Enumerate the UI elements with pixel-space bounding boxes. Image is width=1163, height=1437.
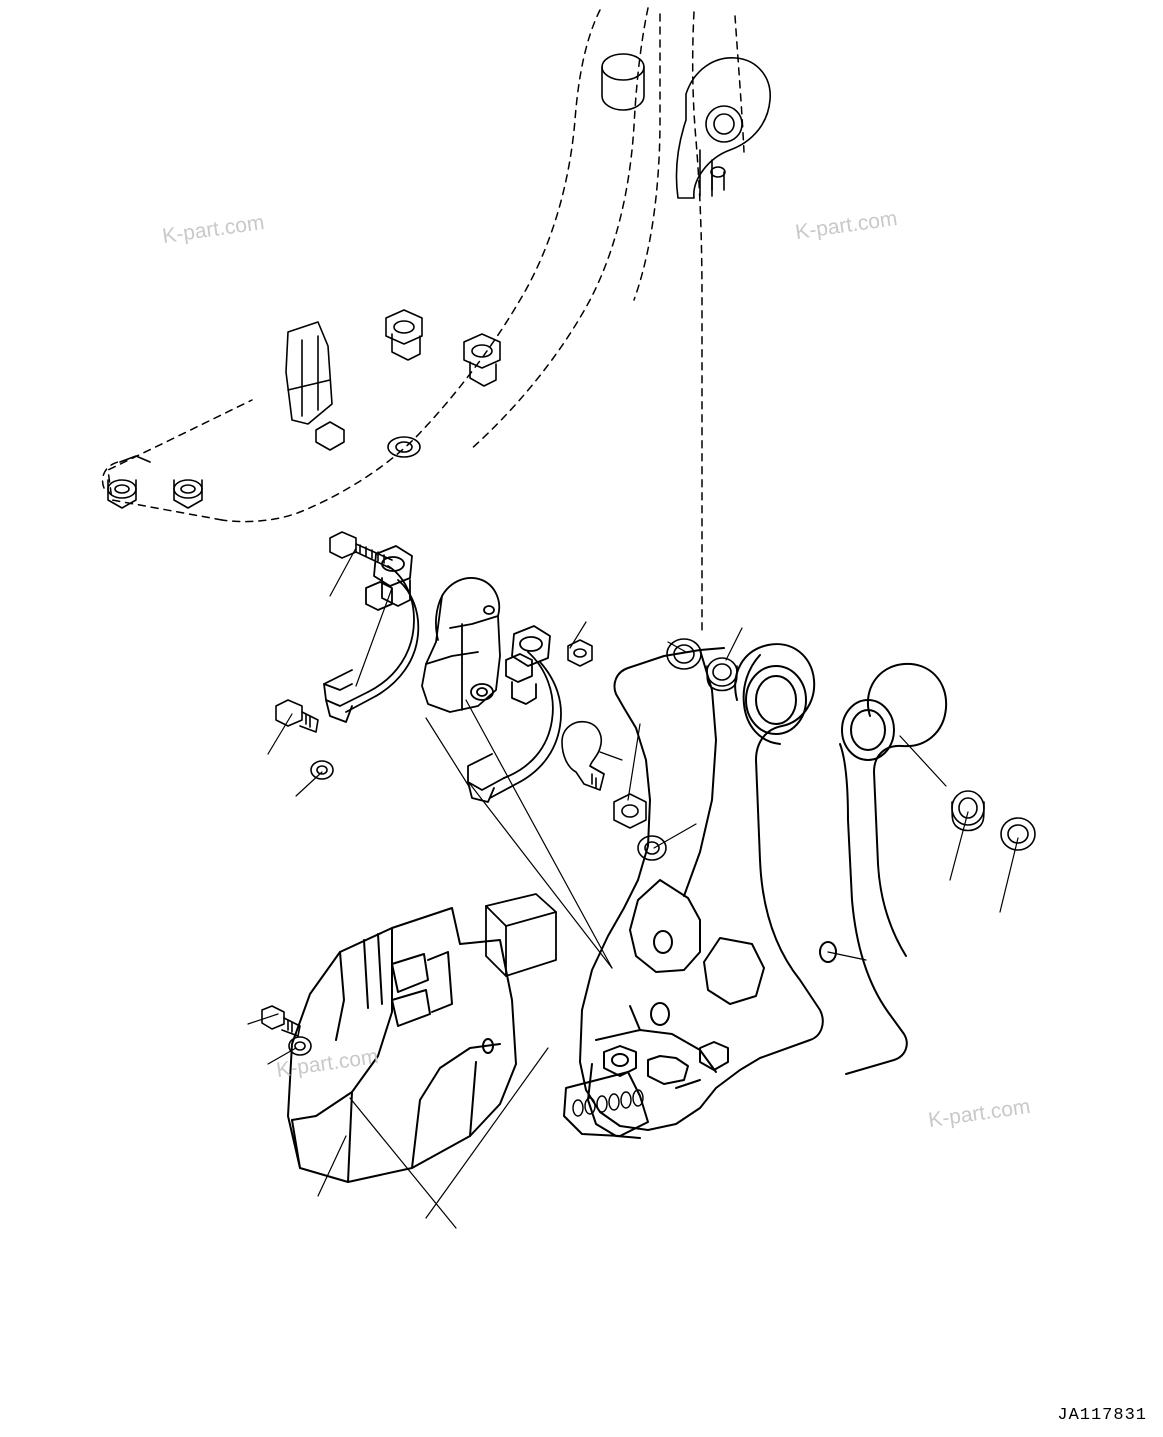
hose-clamp-bracket [422, 578, 500, 712]
hose-lower-outline [468, 626, 561, 802]
bolt-lower-outline [262, 1006, 300, 1036]
bolt-mid-outline [276, 700, 318, 732]
boom-assembly-ghost-outline [103, 8, 744, 630]
clamp-block-outline [486, 894, 556, 976]
drawing-number: JA117831 [1057, 1406, 1147, 1425]
watermark: K-part.com [160, 210, 266, 249]
bracket-plate-outline [564, 644, 946, 1138]
boom-assembly-ghost-details [108, 54, 770, 508]
seal-outlines [667, 639, 1035, 850]
watermark: K-part.com [274, 1044, 380, 1083]
nut-outlines [568, 640, 646, 828]
washer-outlines [289, 761, 666, 1055]
watermark: K-part.com [793, 206, 899, 245]
plug-outline [562, 722, 604, 790]
watermark: K-part.com [926, 1094, 1032, 1133]
hose-upper-outline [324, 546, 418, 722]
